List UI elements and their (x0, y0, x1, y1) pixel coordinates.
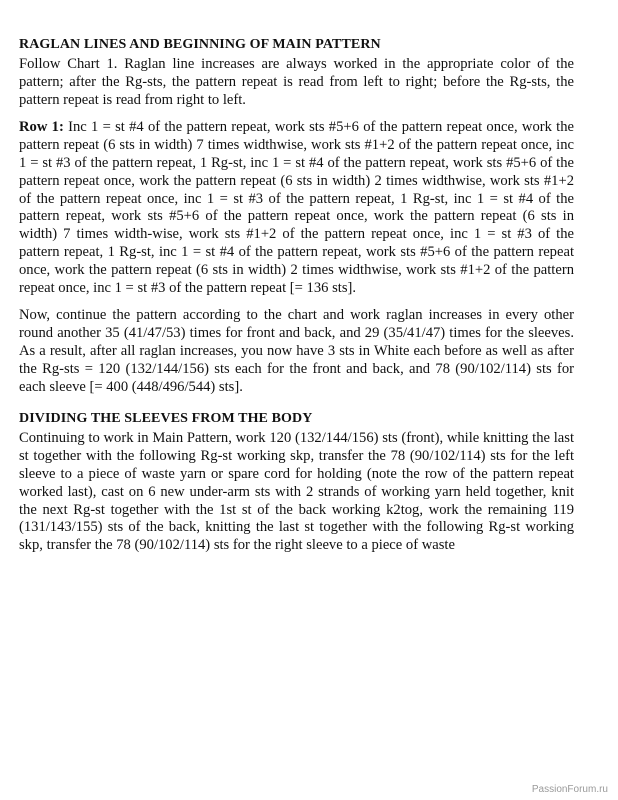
raglan-intro-paragraph: Follow Chart 1. Raglan line increases are always worked in the appropriate color of the pattern; after the Rg-sts, the pattern repeat is read from left to right; before the Rg-sts, the pattern repeat is read from right to left. (19, 56, 574, 108)
dividing-paragraph: Continuing to work in Main Pattern, work 120 (132/144/156) sts (front), while knitting the last st together with the following Rg-st working skp, transfer the 78 (90/102/114) sts for the left sleeve to a piece of waste yarn or spare cord for holding (note the row of the pattern repeat worked last), cast on 6 new under-arm sts with 2 strands of working yarn held together, knit the next Rg-st together with the 1st st of the back working k2tog, work the remaining 119 (131/143/155) sts of the back, knitting the last st together with the following Rg-st working skp, transfer the 78 (90/102/114) sts for the right sleeve to a piece of waste (19, 430, 574, 554)
raglan-section (19, 36, 574, 396)
watermark: PassionForum.ru (531, 784, 608, 795)
dividing-section (19, 410, 574, 555)
dividing-heading: DIVIDING THE SLEEVES FROM THE BODY (19, 411, 313, 427)
raglan-heading: RAGLAN LINES AND BEGINNING OF MAIN PATTERN (19, 37, 381, 52)
row-1-label: Row 1: (19, 119, 64, 136)
continue-paragraph: Now, continue the pattern according to the chart and work raglan increases in every other round another 35 (41/47/53) times for front and back, and 29 (35/41/47) times for the sleeves. As a result, after all raglan increases, you now have 3 sts in White each before as well as after the Rg-sts = 120 (132/144/156) sts each for the front and back, and 78 (90/102/114) sts for each sleeve [= 400 (448/496/544) sts]. (19, 307, 574, 395)
document-page (19, 36, 574, 565)
row-1-paragraph (19, 119, 574, 297)
row-1-text: Inc 1 = st #4 of the pattern repeat, work sts #5+6 of the pattern repeat once, work the pattern repeat (6 sts in width) 7 times widthwise, work sts #1+2 of the pattern repeat once, inc 1 = st #3 of the pattern repeat, 1 Rg-st, inc 1 = st #4 of the pattern repeat, work sts #5+6 of the pattern repeat once, work the pattern repeat (6 sts in width) 2 times widthwise, work sts #1+2 of the pattern repeat once, inc 1 = st #3 of the pattern repeat, 1 Rg-st, inc 1 = st #4 of the pattern repeat, work sts #5+6 of the pattern repeat once, work the pattern repeat (6 sts in width) 7 times width-wise, work sts #1+2 of the pattern repeat once, inc 1 = st #3 of the pattern repeat, 1 Rg-st, inc 1 = st #4 of the pattern repeat, work sts #5+6 of the pattern repeat once, work the pattern repeat (6 sts in width) 2 times widthwise, work sts #1+2 of the pattern repeat once, inc 1 = st #3 of the pattern repeat [= 136 sts]. (19, 119, 574, 296)
